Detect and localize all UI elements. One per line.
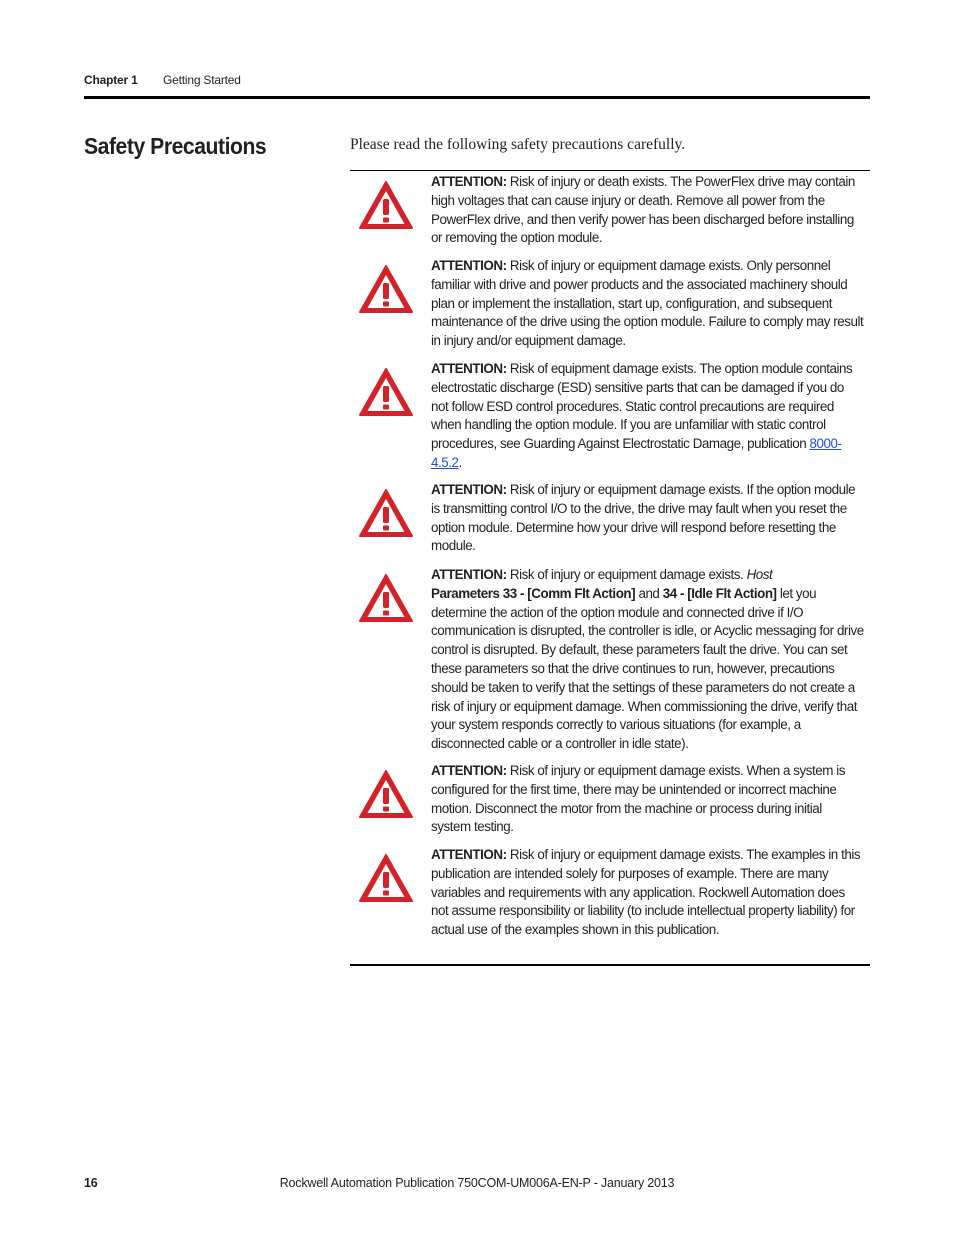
attention-text-6: ATTENTION: Risk of injury or equipment damage exists. When a system is configured for the first time, there may be unintended or incorrect machine motion. Disconnect the motor from the machine or process during initial system testing. [431, 763, 846, 835]
attention-box-top-rule [350, 170, 870, 171]
attention-block-7 [350, 846, 870, 940]
warning-triangle-icon [358, 769, 414, 819]
warning-triangle-icon [358, 853, 414, 903]
attention-text-3: ATTENTION: Risk of equipment damage exists. The option module contains electrostatic discharge (ESD) sensitive parts that can be damaged if you do not follow ESD control procedures. Static control precautions are required when handling the option module. If you are unfamiliar with static control procedures, see Guarding Against Electrostatic Damage, publication 8000-4.5.2. [431, 361, 853, 470]
attention-block-5 [350, 566, 870, 754]
attention-block-4 [350, 481, 870, 556]
page-number: 16 [84, 1176, 98, 1190]
attention-label: ATTENTION: [431, 258, 507, 273]
attention-block-1 [350, 173, 870, 248]
attention-label: ATTENTION: [431, 482, 507, 497]
header-rule [84, 96, 870, 99]
publication-footer: Rockwell Automation Publication 750COM-UM006A-EN-P - January 2013 [279, 1176, 675, 1190]
attention-label: ATTENTION: [431, 847, 507, 862]
intro-text: Please read the following safety precautions carefully. [350, 136, 686, 153]
running-header [84, 73, 241, 87]
attention-text-7: ATTENTION: Risk of injury or equipment damage exists. The examples in this publication are intended solely for purposes of example. There are many variables and requirements with any application. Rockwell Automation does not assume responsibility or liability (to include intellectual property liability) for actual use of the examples shown in this publication. [431, 847, 861, 938]
attention-label: ATTENTION: [431, 361, 507, 376]
section-label: Getting Started [163, 73, 241, 87]
attention-text-2: ATTENTION: Risk of injury or equipment damage exists. Only personnel familiar with drive and power products and the associated machinery should plan or implement the installation, start up, configuration, and subsequent maintenance of the drive using the option module. Failure to comply may result in injury and/or equipment damage. [431, 258, 864, 349]
warning-triangle-icon [358, 264, 414, 314]
publication-link[interactable]: 8000-4.5.2 [431, 436, 842, 470]
attention-text-4: ATTENTION: Risk of injury or equipment damage exists. If the option module is transmitting control I/O to the drive, the drive may fault when you reset the option module. Determine how your drive will respond before resetting the module. [431, 482, 856, 554]
warning-triangle-icon [358, 573, 414, 623]
attention-block-3 [350, 360, 870, 473]
attention-label: ATTENTION: [431, 763, 507, 778]
attention-block-2 [350, 257, 870, 351]
page-title: Safety Precautions [84, 133, 267, 159]
warning-triangle-icon [358, 488, 414, 538]
chapter-label: Chapter 1 [84, 73, 138, 87]
attention-box-bottom-rule [350, 964, 870, 966]
warning-triangle-icon [358, 367, 414, 417]
attention-block-6 [350, 762, 870, 837]
attention-text-1: ATTENTION: Risk of injury or death exists. The PowerFlex drive may contain high voltages that can cause injury or death. Remove all power from the PowerFlex drive, and then verify power has been discharged before installing or removing the option module. [431, 174, 855, 246]
attention-label: ATTENTION: [431, 174, 507, 189]
attention-text-5: ATTENTION: Risk of injury or equipment damage exists. Host Parameters 33 - [Comm Flt Action] and 34 - [Idle Flt Action] let you determine the action of the option module and connected drive if I/O communication is disrupted, the controller is idle, or Acyclic messaging for drive control is disrupted. By default, these parameters fault the drive. You can set these parameters so that the drive continues to run, however, precautions should be taken to verify that the settings of these parameters do not create a risk of injury or equipment damage. When commissioning the drive, verify that your system responds correctly to various situations (for example, a disconnected cable or a controller in idle state). [431, 567, 864, 752]
param-33: Parameters 33 - [Comm Flt Action] [431, 585, 636, 601]
host-italic: Host [746, 567, 773, 582]
warning-triangle-icon [358, 180, 414, 230]
attention-label: ATTENTION: [431, 567, 507, 582]
param-34: 34 - [Idle Flt Action] [662, 585, 777, 601]
